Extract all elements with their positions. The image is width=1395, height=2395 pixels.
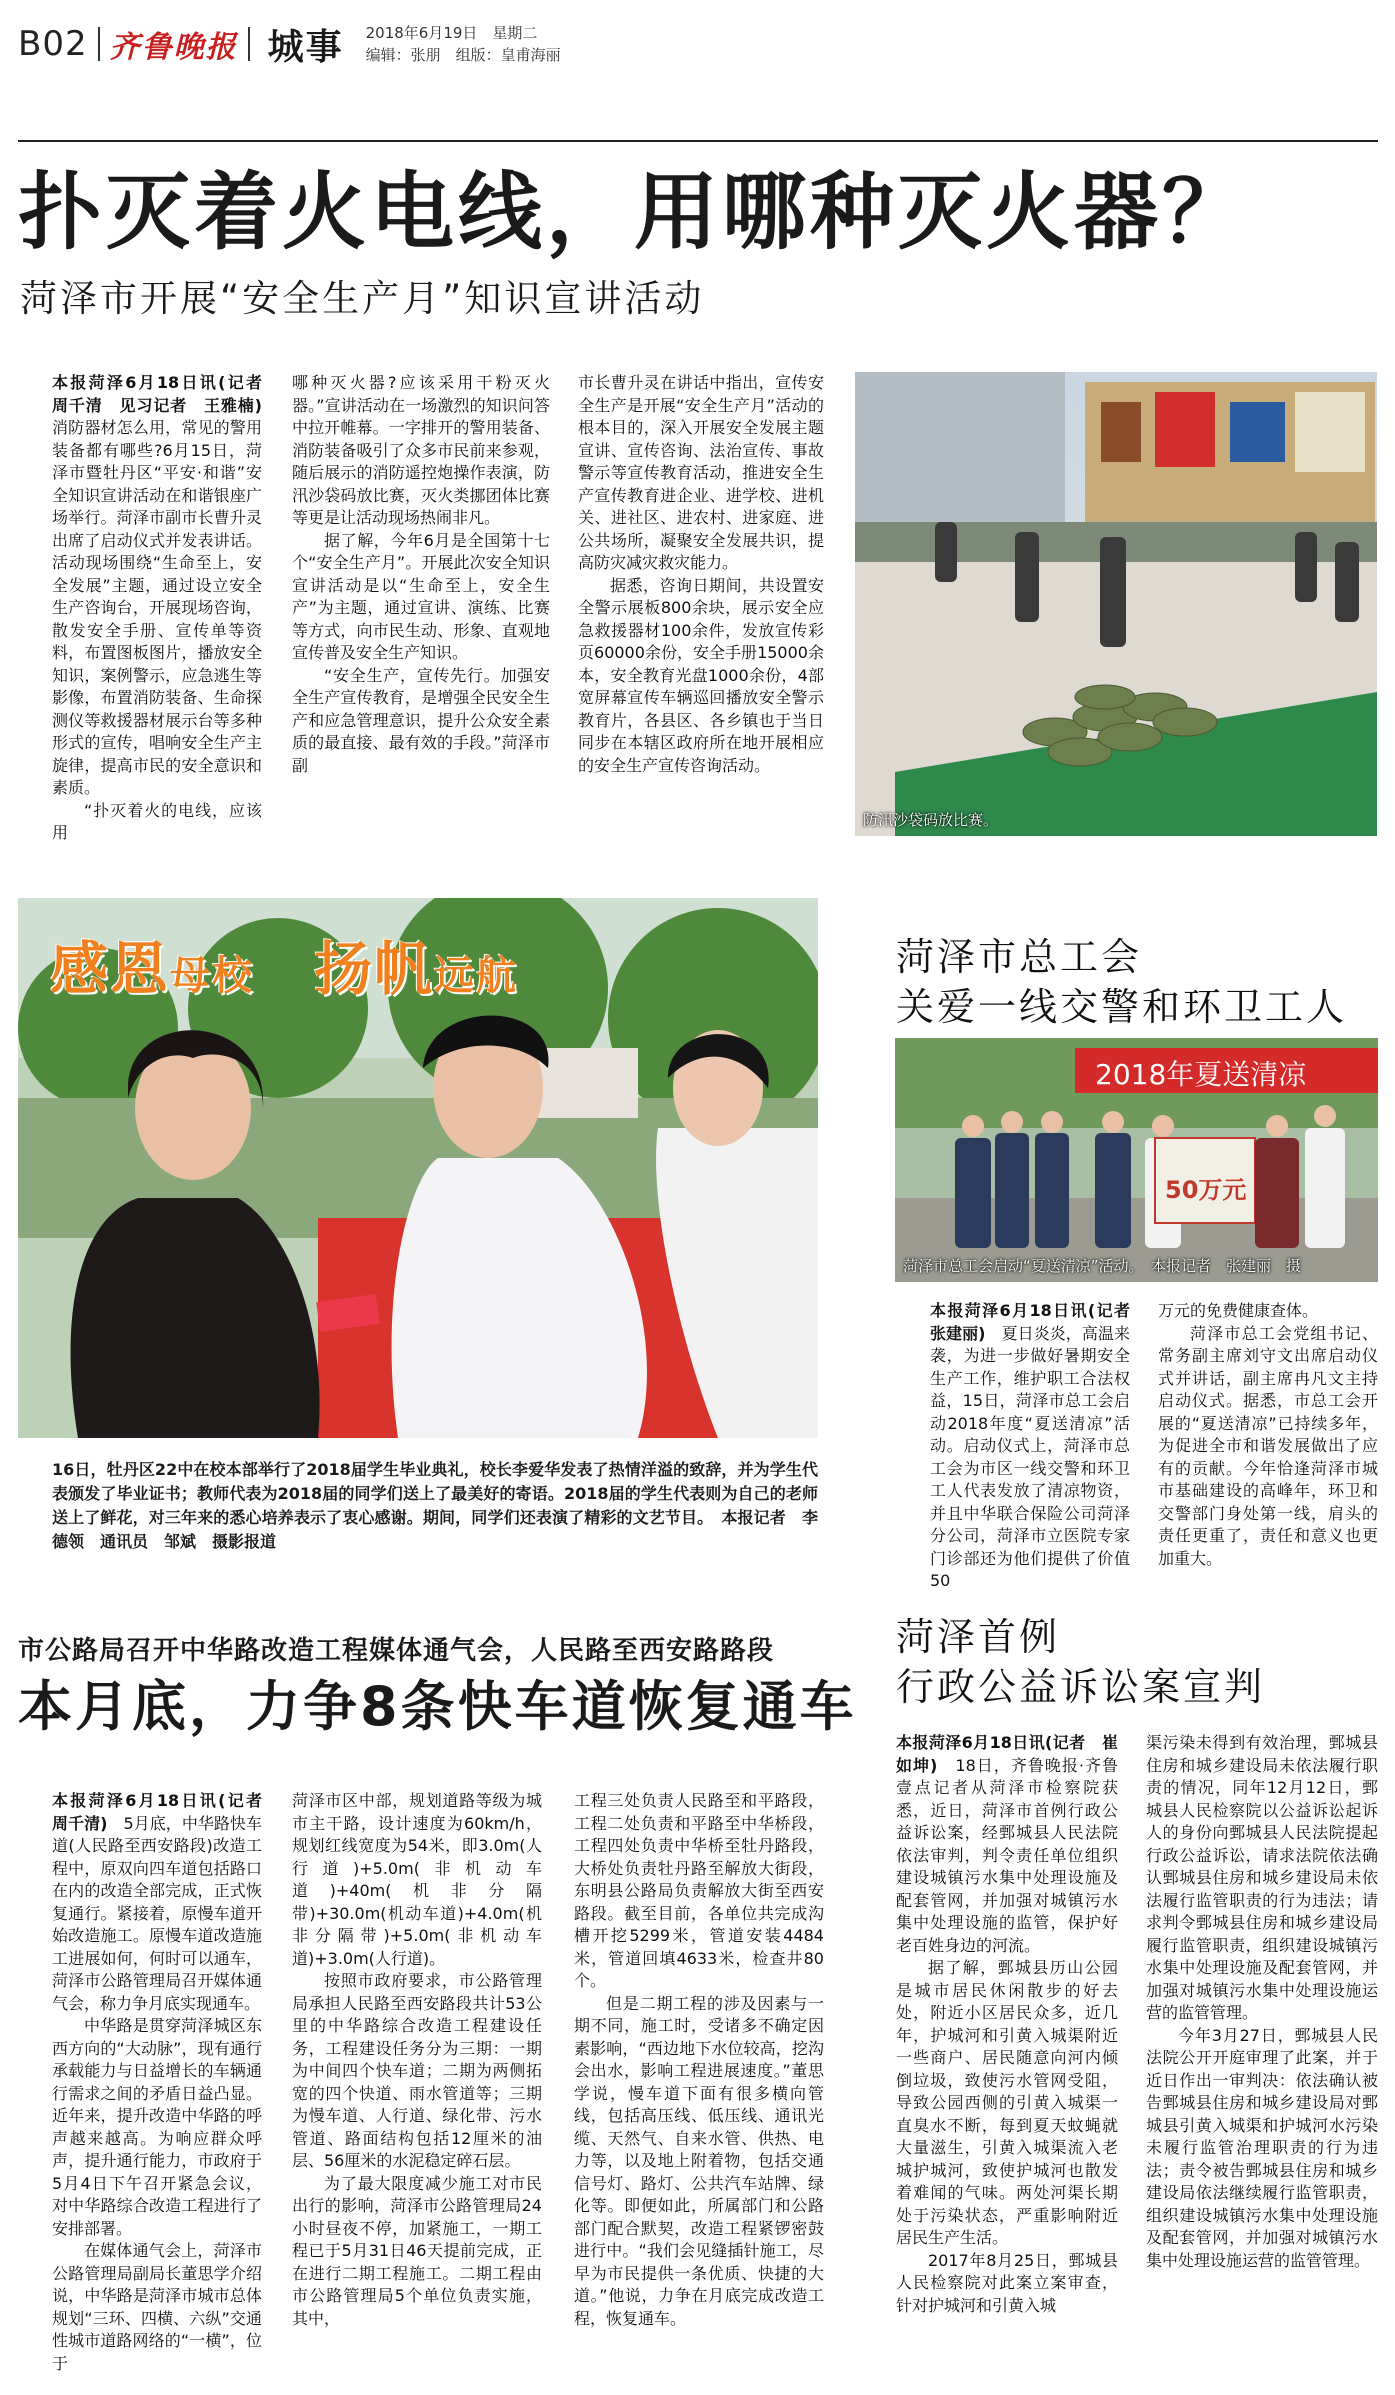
graduation-title-c: 扬帆 bbox=[314, 935, 435, 1003]
union-column-2 bbox=[1158, 1300, 1378, 1570]
story1-dateline: 本报菏泽6月18日讯(记者 周千清 见习记者 王雅楠) bbox=[52, 373, 279, 415]
section-title: 城事 bbox=[267, 26, 344, 68]
graduation-title-b: 母校 bbox=[170, 953, 255, 999]
lawsuit-text: 2017年8月25日，鄄城县人民检察院对此案立案审查，针对护城河和引黄入城 bbox=[896, 2250, 1118, 2315]
graduation-caption: 16日，牡丹区22中在校本部举行了2018届学生毕业典礼，校长李爱华发表了热情洋溢的致辞，并为学生代表颁发了毕业证书；教师代表为2018届的同学们送上了最美好的寄语。2018届的学生代表则为自己的老师送上了鲜花，对三年来的悉心培养表示了衷心感谢。期间，同学们还表演了精彩的文艺节目。 本报记者 李德领 通讯员 邹斌 摄影报道 bbox=[52, 1460, 818, 1551]
lawsuit-text: 18日，齐鲁晚报·齐鲁壹点记者从菏泽市检察院获悉，近日，菏泽市首例行政公益诉讼案，经鄄城县人民法院依法审判，判令责任单位组织建设城镇污水集中处理设施及配套管网，并加强对城镇污水集中处理设施的监管，保护好老百姓身边的河流。 bbox=[896, 1755, 1118, 1955]
story1-text: “扑灭着火的电线，应该用 bbox=[52, 800, 262, 842]
story1-text: 据了解，今年6月是全国第十七个“安全生产月”。开展此次安全知识宣讲活动是以“生命至上，安全生产”为主题，通过宣讲、演练、比赛等方式，向市民生动、形象、直观地宣传普及安全生产知识。 bbox=[292, 530, 550, 662]
road-body bbox=[52, 1790, 279, 2015]
story1-headline: 扑灭着火电线，用哪种灭火器？ bbox=[18, 163, 1251, 261]
story1-text: 哪种灭火器?应该采用干粉灭火器。”宣讲活动在一场激烈的知识问答中拉开帷幕。一字排开的警用装备、消防装备吸引了众多市民前来参观，随后展示的消防遥控炮操作表演，防汛沙袋码放比赛，灭火类挪团体比赛等更是让活动现场热闹非凡。 bbox=[292, 373, 550, 527]
lawsuit-column-1 bbox=[896, 1732, 1118, 2317]
newspaper-logo: 齐鲁晚报 bbox=[109, 30, 238, 65]
lawsuit-text: 据了解，鄄城县历山公园是城市居民休闲散步的好去处，附近小区居民众多，近几年，护城河和引黄入城渠附近一些商户、居民随意向河内倾倒垃圾，致使污水管网受阻，导致公园西侧的引黄入城渠一直臭水不断，每到夏天蚊蝇就大量滋生，引黄入城渠流入老城护城河，致使护城河也散发着难闻的气味。两处河渠长期处于污染状态，严重影响附近居民生产生活。 bbox=[896, 1958, 1118, 2247]
union-body bbox=[930, 1300, 1147, 1593]
story1-column-3 bbox=[578, 372, 824, 777]
masthead-meta bbox=[366, 22, 561, 66]
lawsuit-text: 渠污染未得到有效治理，鄄城县住房和城乡建设局未依法履行职责的情况，同年12月12日，鄄城县人民检察院以公益诉讼起诉人的身份向鄄城县人民法院提起行政公益诉讼，请求法院依法确认鄄城县住房和城乡建设局未依法履行监管职责的行为违法；请求判令鄄城县住房和城乡建设局履行监管职责，组织建设城镇污水集中处理设施及配套管网，并加强对城镇污水集中处理设施运营的监管管理。 bbox=[1146, 1733, 1378, 2022]
union-banner-text: 2018年夏送清凉 bbox=[1095, 1058, 1307, 1091]
story1-text: 据悉，咨询日期间，共设置安全警示展板800余块，展示安全应急救援器材100余件，发放宣传彩页60000余份，安全手册15000余本，安全教育光盘1000余份，4部宽屏幕宣传车辆巡回播放安全警示教育片，各县区、各乡镇也于当日同步在本辖区政府所在地开展相应的安全生产宣传咨询活动。 bbox=[578, 575, 824, 775]
graduation-title bbox=[50, 922, 518, 1006]
union-image bbox=[895, 1038, 1378, 1282]
road-text: 在媒体通气会上，菏泽市公路管理局副局长董思学介绍说，中华路是菏泽市城市总体规划“三环、四横、六纵”交通性城市道路网络的“一横”，位于 bbox=[52, 2241, 262, 2373]
story1-column-1 bbox=[52, 372, 279, 845]
road-column-3 bbox=[574, 1790, 824, 2330]
masthead-divider bbox=[248, 27, 250, 61]
lawsuit-dateline: 本报菏泽6月18日讯(记者 崔如坤) bbox=[896, 1733, 1118, 1775]
graduation-title-a: 感恩 bbox=[50, 935, 171, 1003]
masthead-divider bbox=[98, 27, 100, 61]
story1-body bbox=[52, 372, 279, 800]
union-headline-1: 菏泽市总工会 bbox=[896, 935, 1143, 979]
union-dateline: 本报菏泽6月18日讯(记者 张建丽) bbox=[930, 1301, 1147, 1343]
union-column-1 bbox=[930, 1300, 1147, 1593]
lawsuit-headline-1: 菏泽首例 bbox=[896, 1615, 1061, 1659]
road-text: 但是二期工程的涉及因素与一期不同，施工时，受诸多不确定因素影响，“西边地下水位较高，挖沟会出水，影响工程进展速度。”董思学说，慢车道下面有很多横向管线，包括高压线、低压线、通讯光缆、天然气、自来水管、供热、电力等，以及地上附着物，包括交通信号灯、路灯、公共汽车站牌、绿化等。即便如此，所属部门和公路部门配合默契，改造工程紧锣密鼓进行中。“我们会见缝插针施工，尽早为市民提供一条优质、快捷的大道。”他说，力争在月底完成改造工程，恢复通车。 bbox=[574, 1993, 824, 2328]
editor-line: 编辑：张朋 组版：皇甫海丽 bbox=[365, 46, 561, 64]
lawsuit-column-2 bbox=[1146, 1732, 1378, 2272]
road-headline: 本月底，力争8条快车道恢复通车 bbox=[18, 1675, 857, 1738]
road-text: 中华路是贯穿菏泽城区东西方向的“大动脉”，现有通行承载能力与日益增长的车辆通行需求之间的矛盾日益凸显。近年来，提升改造中华路的呼声越来越高。为响应群众呼声，提升通行能力，市政府于5月4日下午召开紧急会议，对中华路综合改造工程进行了安排部署。 bbox=[52, 2016, 262, 2238]
road-text: 5月底，中华路快车道(人民路至西安路段)改造工程中，原双向四车道包括路口在内的改造全部完成，正式恢复通行。紧接着，原慢车道开始改造施工。原慢车道改造施工进展如何，何时可以通车，菏泽市公路管理局召开媒体通气会，称力争月底实现通车。 bbox=[52, 1813, 262, 2013]
union-text: 菏泽市总工会党组书记、常务副主席刘守文出席启动仪式并讲话，副主席冉凡文主持启动仪式。据悉，市总工会开展的“夏送清凉”已持续多年，为促进全市和谐发展做出了应有的贡献。今年恰逢菏泽市城市基础建设的高峰年，环卫和交警部门身处第一线，肩头的责任更重了，责任和意义也更加重大。 bbox=[1158, 1323, 1378, 1568]
road-text: 工程三处负责人民路至和平路段，工程二处负责和平路至中华桥段，工程四处负责中华桥至牡丹路段，大桥处负责牡丹路至解放大街段，东明县公路局负责解放大街至西安路段。截至目前，各单位共完成沟槽开挖5299米，管道安装4484米，管道回填4633米，检查井80个。 bbox=[574, 1791, 824, 1990]
story1-subhead: 菏泽市开展“安全生产月”知识宣讲活动 bbox=[20, 277, 705, 320]
lawsuit-headline-2: 行政公益诉讼案宣判 bbox=[896, 1665, 1266, 1709]
lawsuit-body bbox=[896, 1732, 1118, 1957]
union-headline-2: 关爱一线交警和环卫工人 bbox=[896, 985, 1348, 1029]
sandbag-race-photo bbox=[855, 372, 1377, 836]
road-text: 为了最大限度减少施工对市民出行的影响，菏泽市公路管理局24小时昼夜不停，加紧施工，一期工程已于5月31日46天提前完成，正在进行二期工程施工。二期工程由市公路管理局5个单位负责实施，其中， bbox=[292, 2173, 542, 2328]
story1-column-2 bbox=[292, 372, 550, 777]
page-number: B02 bbox=[18, 24, 88, 64]
road-kicker: 市公路局召开中华路改造工程媒体通气会，人民路至西安路路段 bbox=[18, 1636, 775, 1666]
union-text: 夏日炎炎，高温来袭，为进一步做好暑期安全生产工作，维护职工合法权益，15日，菏泽市总工会启动2018年度“夏送清凉”活动。启动仪式上，菏泽市总工会为市区一线交警和环卫工人代表发放了清凉物资，并且中华联合保险公司菏泽分公司，菏泽市立医院专家门诊部还为他们提供了价值50 bbox=[930, 1323, 1130, 1590]
sandbag-photo-caption: 防汛沙袋码放比赛。 bbox=[863, 811, 999, 829]
road-dateline: 本报菏泽6月18日讯(记者 周千清) bbox=[52, 1791, 279, 1833]
graduation-photo bbox=[18, 898, 818, 1438]
union-text: 万元的免费健康查体。 bbox=[1158, 1301, 1319, 1320]
union-photo-caption: 菏泽市总工会启动“夏送清凉”活动。 本报记者 张建丽 摄 bbox=[903, 1257, 1302, 1275]
union-photo bbox=[895, 1038, 1378, 1282]
graduation-title-d: 远航 bbox=[434, 953, 519, 999]
top-rule bbox=[18, 140, 1378, 142]
road-text: 按照市政府要求，市公路管理局承担人民路至西安路段共计53公里的中华路综合改造工程建设任务，工程建设任务分为三期：一期为中间四个快车道；二期为两侧拓宽的四个快道、雨水管道等；三期为慢车道、人行道、绿化带、污水管道、路面结构包括12厘米的油层、56厘米的水泥稳定碎石层。 bbox=[292, 1971, 542, 2170]
story1-text: “安全生产，宣传先行。加强安全生产宣传教育，是增强全民安全生产和应急管理意识，提升公众安全素质的最直接、最有效的手段。”菏泽市副 bbox=[292, 665, 550, 775]
lawsuit-text: 今年3月27日，鄄城县人民法院公开开庭审理了此案，并于近日作出一审判决：依法确认被告鄄城县住房和城乡建设局对鄄城县引黄入城渠和护城河水污染未履行监管治理职责的行为违法；责令被告鄄城县住房和城乡建设局依法继续履行监管职责，组织建设城镇污水集中处理设施及配套管网，并加强对城镇污水集中处理设施运营的监管管理。 bbox=[1146, 2025, 1378, 2270]
story1-text: 消防器材怎么用，常见的警用装备都有哪些?6月15日，菏泽市暨牡丹区“平安·和谐”安全知识宣讲活动在和谐银座广场举行。菏泽市副市长曹升灵出席了启动仪式并发表讲话。活动现场围绕“生命至上，安全发展”主题，通过设立安全生产咨询台，开展现场咨询，散发安全手册、宣传单等资料，布置图板图片，播放安全知识，案例警示，应急逃生等影像，布置消防装备、生命探测仪等救援器材展示台等多种形式的宣传，唱响安全生产主旋律，提高市民的安全意识和素质。 bbox=[52, 418, 262, 797]
sandbag-race-image bbox=[855, 372, 1377, 836]
road-text: 菏泽市区中部，规划道路等级为城市主干路，设计速度为60km/h，规划红线宽度为54米，即3.0m(人行道)+5.0m(非机动车道)+40m(机非分隔带)+30.0m(机动车道)+4.0m(机非分隔带)+5.0m(非机动车道)+3.0m(人行道)。 bbox=[292, 1791, 542, 1968]
union-board-amount: 50万元 bbox=[1165, 1176, 1247, 1204]
road-column-1 bbox=[52, 1790, 279, 2375]
story1-text: 市长曹升灵在讲话中指出，宣传安全生产是开展“安全生产月”活动的根本目的，深入开展安全发展主题宣讲、宣传咨询、法治宣传、事故警示等宣传教育活动，推进安全生产宣传教育进企业、进学校、进机关、进社区、进农村、进家庭、进公共场所，凝聚安全发展共识，提高防灾减灾救灾能力。 bbox=[578, 373, 824, 572]
date-line: 2018年6月19日 星期二 bbox=[365, 24, 538, 42]
road-column-2 bbox=[292, 1790, 542, 2330]
masthead bbox=[18, 18, 1378, 70]
